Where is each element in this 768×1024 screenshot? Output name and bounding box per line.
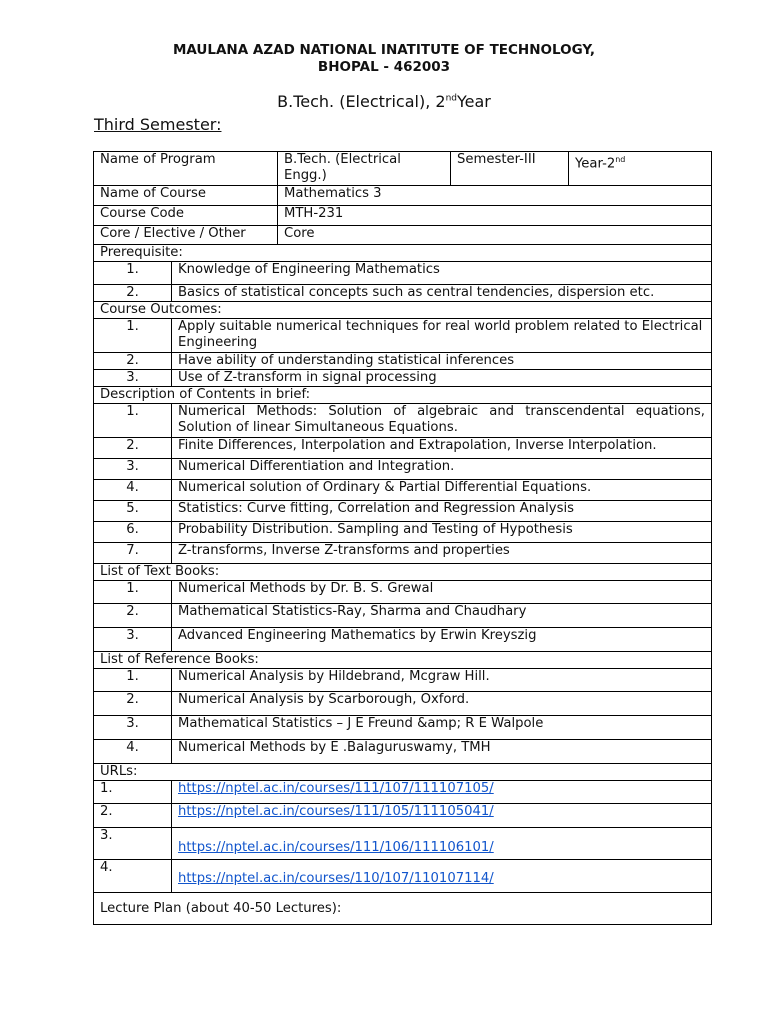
item-number: 3.	[94, 628, 172, 652]
item-number: 6.	[94, 522, 172, 543]
year-sup: nd	[615, 155, 626, 164]
url-number: 3.	[94, 828, 172, 860]
item-number: 2.	[94, 353, 172, 370]
item-number: 1.	[94, 262, 172, 285]
program-title	[0, 92, 768, 111]
item-text: Have ability of understanding statistical inferences	[172, 353, 712, 370]
item-text: Mathematical Statistics – J E Freund &amp; R E Walpole	[172, 716, 712, 740]
item-number: 3.	[94, 370, 172, 387]
url-link[interactable]: https://nptel.ac.in/courses/111/106/111106101/	[178, 840, 494, 855]
info-row-program	[94, 152, 712, 186]
item-number: 2.	[94, 438, 172, 459]
item-text: Mathematical Statistics-Ray, Sharma and Chaudhary	[172, 604, 712, 628]
item-text: Finite Differences, Interpolation and Extrapolation, Inverse Interpolation.	[172, 438, 712, 459]
item-text: Numerical solution of Ordinary & Partial Differential Equations.	[172, 480, 712, 501]
list-item	[94, 319, 712, 353]
url-row	[94, 860, 712, 893]
section-header	[94, 302, 712, 319]
item-text: Numerical Analysis by Scarborough, Oxford.	[172, 692, 712, 716]
section-header	[94, 245, 712, 262]
url-cell	[172, 804, 712, 828]
item-number: 1.	[94, 404, 172, 438]
institute-name	[0, 42, 768, 76]
item-number: 1.	[94, 669, 172, 692]
url-row	[94, 804, 712, 828]
course-label: Name of Course	[94, 186, 278, 206]
item-text: Statistics: Curve fitting, Correlation and Regression Analysis	[172, 501, 712, 522]
type-label: Core / Elective / Other	[94, 226, 278, 245]
item-number: 7.	[94, 543, 172, 564]
lecture-plan-row	[94, 893, 712, 925]
item-number: 2.	[94, 692, 172, 716]
item-number: 2.	[94, 285, 172, 302]
section-header	[94, 564, 712, 581]
item-text: Apply suitable numerical techniques for real world problem related to Electrical Engineering	[172, 319, 712, 353]
url-link[interactable]: https://nptel.ac.in/courses/111/105/111105041/	[178, 804, 494, 819]
url-row	[94, 828, 712, 860]
item-text: Numerical Methods by E .Balaguruswamy, TMH	[172, 740, 712, 764]
item-text: Probability Distribution. Sampling and Testing of Hypothesis	[172, 522, 712, 543]
course-value: Mathematics 3	[278, 186, 712, 206]
syllabus-table	[93, 151, 712, 925]
urls-heading: URLs:	[94, 764, 712, 781]
item-text: Z-transforms, Inverse Z-transforms and properties	[172, 543, 712, 564]
contents-heading: Description of Contents in brief:	[94, 387, 712, 404]
list-item	[94, 669, 712, 692]
list-item	[94, 740, 712, 764]
year-value	[569, 152, 712, 186]
url-number: 1.	[94, 781, 172, 804]
list-item	[94, 522, 712, 543]
item-number: 3.	[94, 459, 172, 480]
url-cell	[172, 828, 712, 860]
item-number: 1.	[94, 319, 172, 353]
item-text: Numerical Analysis by Hildebrand, Mcgraw Hill.	[172, 669, 712, 692]
item-number: 1.	[94, 581, 172, 604]
url-number: 4.	[94, 860, 172, 893]
program-value: B.Tech. (Electrical Engg.)	[278, 152, 451, 186]
item-number: 5.	[94, 501, 172, 522]
program-label: Name of Program	[94, 152, 278, 186]
url-cell	[172, 781, 712, 804]
prerequisite-heading: Prerequisite:	[94, 245, 712, 262]
url-link[interactable]: https://nptel.ac.in/courses/110/107/110107114/	[178, 871, 494, 886]
list-item	[94, 262, 712, 285]
url-number: 2.	[94, 804, 172, 828]
type-value: Core	[278, 226, 712, 245]
textbooks-heading: List of Text Books:	[94, 564, 712, 581]
list-item	[94, 370, 712, 387]
item-number: 4.	[94, 480, 172, 501]
url-row	[94, 781, 712, 804]
lecture-plan-heading: Lecture Plan (about 40-50 Lectures):	[94, 893, 712, 925]
url-cell	[172, 860, 712, 893]
program-title-sup: nd	[445, 93, 457, 104]
section-header	[94, 387, 712, 404]
list-item	[94, 581, 712, 604]
program-title-text: B.Tech. (Electrical), 2	[277, 92, 446, 111]
year-text: Year-2	[575, 156, 616, 172]
code-value: MTH-231	[278, 206, 712, 226]
semester-title: Third Semester:	[94, 115, 222, 134]
info-row-code	[94, 206, 712, 226]
code-label: Course Code	[94, 206, 278, 226]
item-number: 3.	[94, 716, 172, 740]
list-item	[94, 501, 712, 522]
list-item	[94, 604, 712, 628]
list-item	[94, 438, 712, 459]
item-text: Numerical Methods by Dr. B. S. Grewal	[172, 581, 712, 604]
info-row-type	[94, 226, 712, 245]
institute-line-2: BHOPAL - 462003	[317, 59, 451, 75]
item-text: Numerical Differentiation and Integration.	[172, 459, 712, 480]
list-item	[94, 404, 712, 438]
semester-value: Semester-III	[451, 152, 569, 186]
outcomes-heading: Course Outcomes:	[94, 302, 712, 319]
item-text: Use of Z-transform in signal processing	[172, 370, 712, 387]
list-item	[94, 692, 712, 716]
item-text: Basics of statistical concepts such as central tendencies, dispersion etc.	[172, 285, 712, 302]
list-item	[94, 628, 712, 652]
institute-line-1: MAULANA AZAD NATIONAL INATITUTE OF TECHNOLOGY,	[172, 42, 596, 58]
list-item	[94, 716, 712, 740]
references-heading: List of Reference Books:	[94, 652, 712, 669]
url-link[interactable]: https://nptel.ac.in/courses/111/107/111107105/	[178, 781, 494, 796]
item-text: Advanced Engineering Mathematics by Erwin Kreyszig	[172, 628, 712, 652]
section-header	[94, 764, 712, 781]
item-number: 2.	[94, 604, 172, 628]
list-item	[94, 459, 712, 480]
section-header	[94, 652, 712, 669]
item-text: Numerical Methods: Solution of algebraic and transcendental equations, Solution of linear Simultaneous Equations.	[172, 404, 712, 438]
item-number: 4.	[94, 740, 172, 764]
list-item	[94, 353, 712, 370]
program-title-suffix: Year	[457, 92, 491, 111]
list-item	[94, 480, 712, 501]
item-text: Knowledge of Engineering Mathematics	[172, 262, 712, 285]
list-item	[94, 285, 712, 302]
info-row-course	[94, 186, 712, 206]
list-item	[94, 543, 712, 564]
